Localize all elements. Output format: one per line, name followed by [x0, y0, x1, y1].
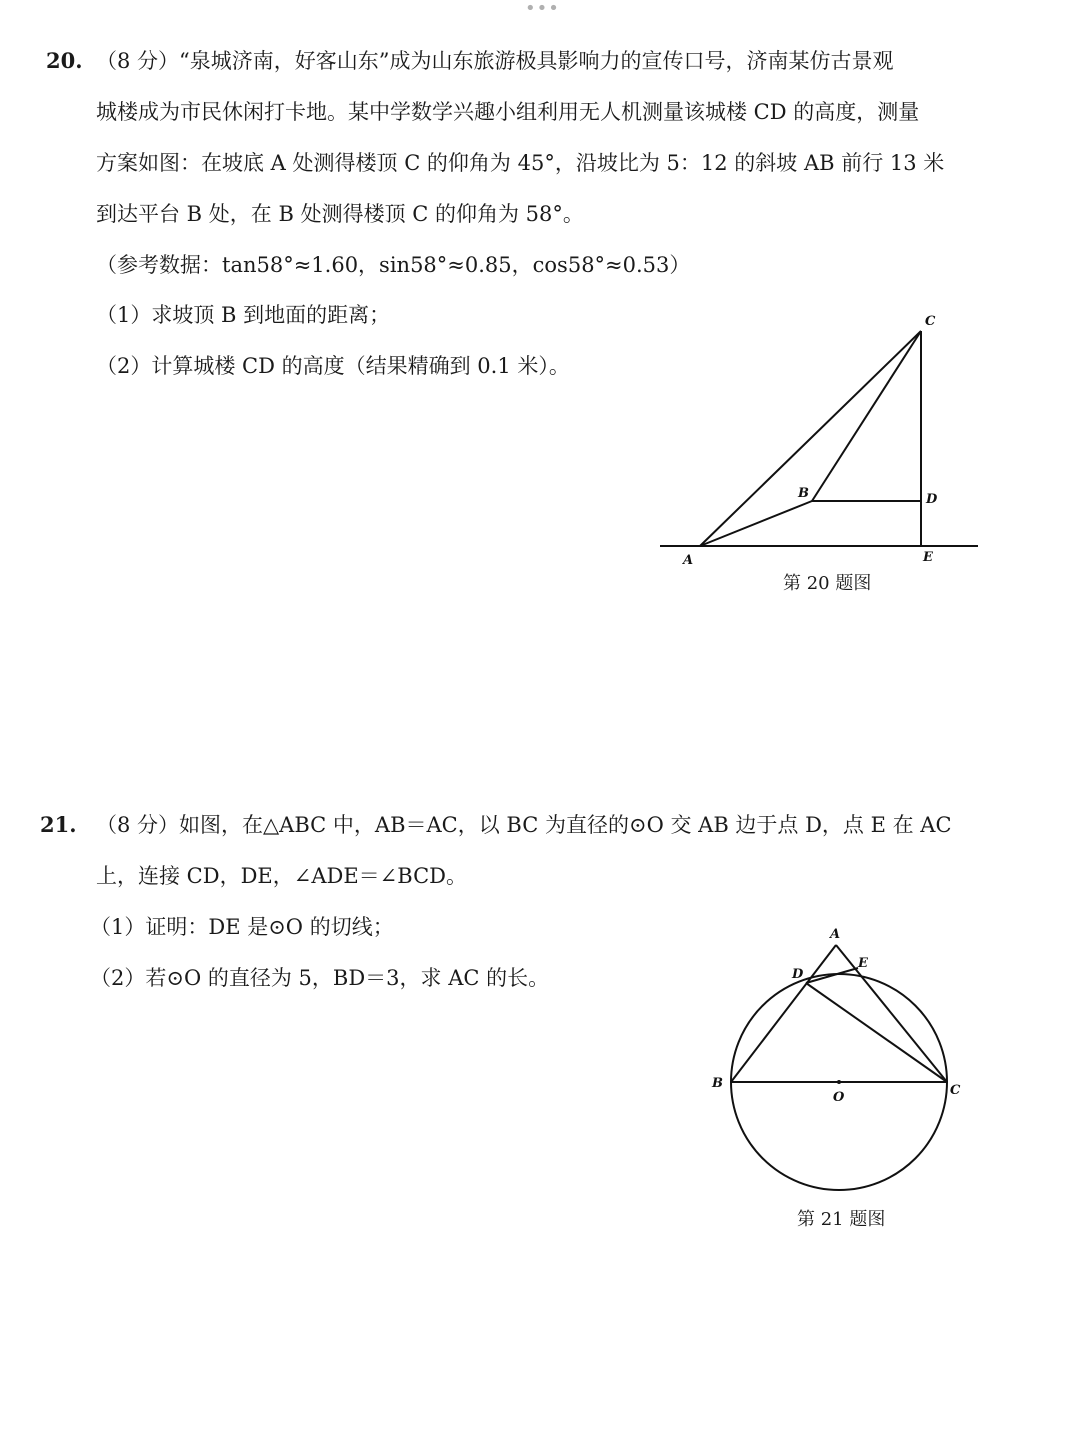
- segment-AB: [700, 501, 812, 546]
- q20-part-2: （2）计算城楼 CD 的高度（结果精确到 0.1 米）。: [96, 354, 570, 378]
- q20-part-1: （1）求坡顶 B 到地面的距离；: [96, 303, 391, 327]
- segment-CD: [806, 983, 947, 1082]
- q21-figure: [700, 915, 980, 1200]
- q21-text-line-2: 上，连接 CD，DE，∠ADE＝∠BCD。: [96, 864, 467, 888]
- q21-figure-caption: 第 21 题图: [797, 1209, 886, 1230]
- point-label-D: D: [926, 492, 938, 507]
- more-options-icon[interactable]: •••: [525, 0, 560, 19]
- point-label-O: O: [833, 1090, 845, 1105]
- segment-AB: [731, 945, 836, 1082]
- point-label-C: C: [925, 314, 936, 329]
- point-label-A: A: [830, 927, 841, 942]
- point-label-D: D: [792, 967, 804, 982]
- point-label-B: B: [798, 486, 809, 501]
- q21-text-line-1: （8 分）如图，在△ABC 中，AB＝AC，以 BC 为直径的⊙O 交 AB 边于点 D，点 E 在 AC: [96, 813, 952, 837]
- q20-text-line-4: 到达平台 B 处，在 B 处测得楼顶 C 的仰角为 58°。: [96, 202, 584, 226]
- q21-part-1: （1）证明：DE 是⊙O 的切线；: [90, 915, 394, 939]
- q21-part-2: （2）若⊙O 的直径为 5，BD＝3，求 AC 的长。: [90, 966, 550, 990]
- q20-number: 20.: [46, 48, 83, 73]
- point-label-E: E: [923, 550, 933, 565]
- point-label-A: A: [683, 553, 694, 568]
- q20-text-line-1: （8 分）“泉城济南，好客山东”成为山东旅游极具影响力的宣传口号，济南某仿古景观: [96, 49, 894, 73]
- q20-figure-caption: 第 20 题图: [783, 573, 872, 594]
- segment-AC: [836, 945, 947, 1082]
- q20-text-line-3: 方案如图：在坡底 A 处测得楼顶 C 的仰角为 45°，沿坡比为 5：12 的斜坡 AB 前行 13 米: [96, 151, 945, 175]
- point-label-E: E: [858, 956, 868, 971]
- center-point-O: [837, 1080, 841, 1084]
- segment-AC: [700, 331, 921, 546]
- q21-number: 21.: [40, 812, 77, 837]
- segment-BC: [812, 331, 921, 501]
- point-label-B: B: [712, 1076, 723, 1091]
- q20-reference-data: （参考数据：tan58°≈1.60，sin58°≈0.85，cos58°≈0.53）: [96, 253, 691, 277]
- q20-text-line-2: 城楼成为市民休闲打卡地。某中学数学兴趣小组利用无人机测量该城楼 CD 的高度，测量: [96, 100, 920, 124]
- point-label-C: C: [950, 1083, 961, 1098]
- q20-figure: [650, 305, 990, 575]
